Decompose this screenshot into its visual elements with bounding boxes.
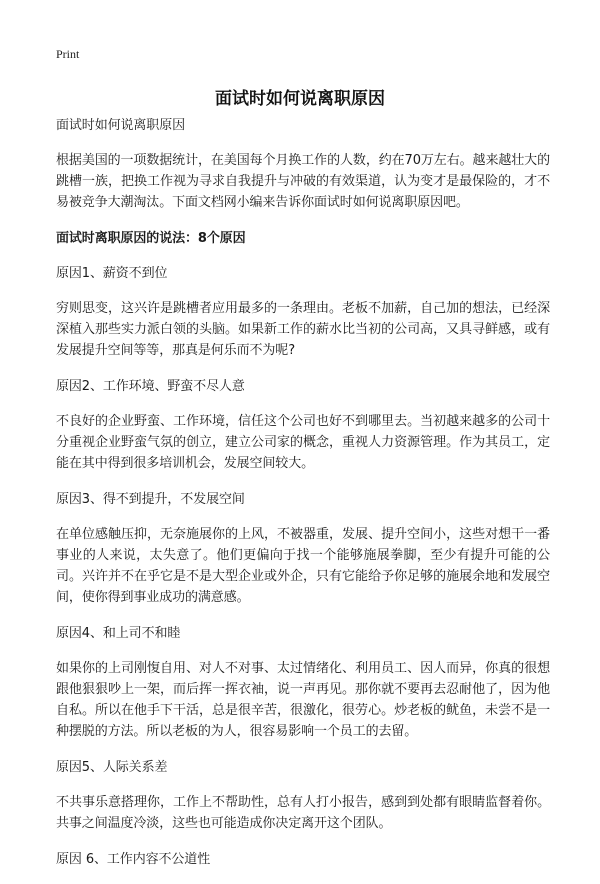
print-label: Print (56, 47, 80, 61)
document-body (56, 115, 550, 884)
reason-3-title: 原因3、得不到提升，不发展空间 (56, 492, 245, 507)
reason-1-body: 穷则思变，这兴许是跳槽者应用最多的一条理由。老板不加薪，自己加的想法，已经深深植入那些实力派白领的头脑。如果新工作的薪水比当初的公司高，又具寻鲜感，或有发展提升空间等等，那真是何乐而不为呢? (56, 301, 550, 358)
document-title: 面试时如何说离职原因 (215, 89, 385, 109)
reason-6-title: 原因 6、工作内容不公道性 (56, 852, 211, 867)
intro-paragraph: 根据美国的一项数据统计，在美国每个月换工作的人数，约在70万左右。越来越壮大的跳槽一族，把换工作视为寻求自我提升与冲破的有效渠道，认为变才是最保险的，才不易被竞争大潮淘汰。下面文档网小编来告诉你面试时如何说离职原因吧。 (56, 153, 550, 210)
reason-5-title: 原因5、人际关系差 (56, 760, 168, 775)
reason-2-title: 原因2、工作环境、野蛮不尽人意 (56, 379, 245, 394)
reason-3-body: 在单位感触压抑，无奈施展你的上风，不被器重，发展、提升空间小，这些对想干一番事业的人来说，太失意了。他们更偏向于找一个能够施展拳脚，至少有提升可能的公司。兴许并不在乎它是不是大型企业或外企，只有它能给予你足够的施展余地和发展空间，使你得到事业成功的满意感。 (56, 527, 550, 605)
reason-4-title: 原因4、和上司不和睦 (56, 626, 181, 641)
reason-4-body: 如果你的上司刚愎自用、对人不对事、太过情绪化、利用员工、因人而异，你真的很想跟他狠狠吵上一架，而后挥一挥衣袖，说一声再见。那你就不要再去忍耐他了，因为他自私。所以在他手下干活，总是很辛苦，很激化，很劳心。炒老板的鱿鱼，未尝不是一种摆脱的方法。所以老板的为人，很容易影响一个员工的去留。 (56, 661, 550, 739)
reason-1-title: 原因1、薪资不到位 (56, 266, 168, 281)
document-subtitle: 面试时如何说离职原因 (56, 118, 186, 133)
reason-5-body: 不共事乐意搭理你，工作上不帮助性，总有人打小报告，感到到处都有眼睛监督着你。共事之间温度冷淡，这些也可能造成你决定离开这个团队。 (56, 795, 550, 831)
reason-2-body: 不良好的企业野蛮、工作环境，信任这个公司也好不到哪里去。当初越来越多的公司十分重视企业野蛮气氛的创立，建立公司家的概念，重视人力资源管理。作为其员工，定能在其中得到很多培训机会，发展空间较大。 (56, 414, 550, 471)
section-heading: 面试时离职原因的说法：8个原因 (56, 231, 246, 246)
